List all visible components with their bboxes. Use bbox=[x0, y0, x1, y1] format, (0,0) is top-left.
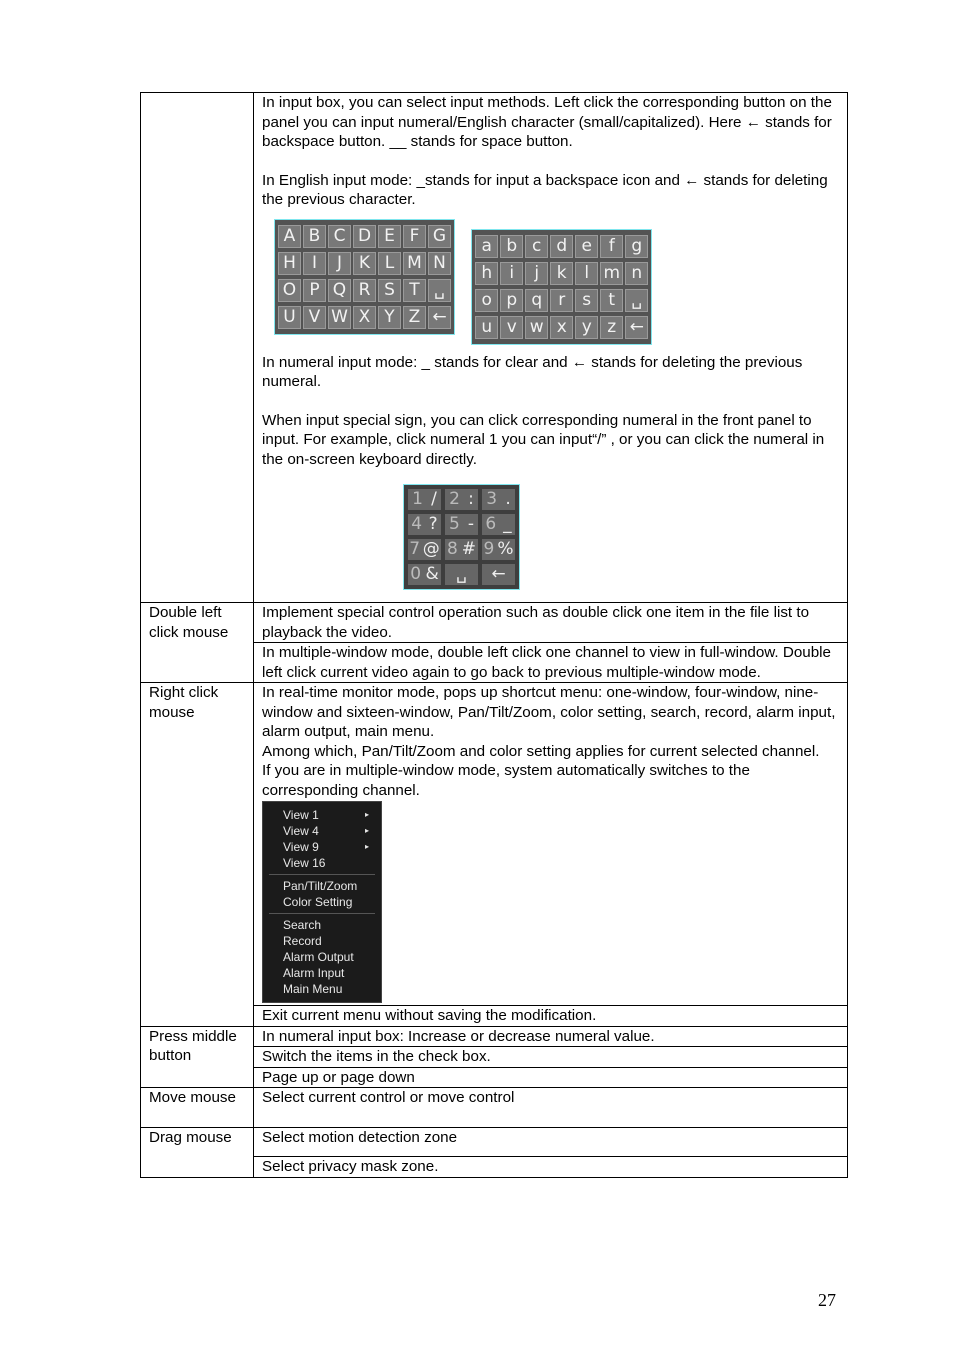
input-method-cell bbox=[254, 93, 848, 603]
menu-item-view-16[interactable]: View 16 bbox=[283, 856, 326, 870]
keyboard-key[interactable]: C bbox=[328, 225, 351, 248]
numpad-key[interactable]: 1 / bbox=[408, 489, 441, 510]
keyboard-key[interactable]: q bbox=[525, 289, 548, 312]
menu-item-ptz[interactable]: Pan/Tilt/Zoom bbox=[283, 879, 358, 893]
menu-item-alarm-output[interactable]: Alarm Output bbox=[283, 950, 354, 964]
numpad-key[interactable]: 0 & bbox=[408, 564, 441, 585]
keyboard-key[interactable]: u bbox=[475, 316, 498, 339]
keyboard-key[interactable]: x bbox=[550, 316, 573, 339]
drag-mouse-desc-2: Select privacy mask zone. bbox=[254, 1157, 848, 1178]
keyboard-key[interactable]: K bbox=[353, 252, 376, 275]
keyboard-key[interactable]: H bbox=[278, 252, 301, 275]
keyboard-key[interactable]: S bbox=[378, 279, 401, 302]
right-click-desc-3: If you are in multiple-window mode, system automatically switches to the corresponding channel. bbox=[262, 762, 750, 799]
keyboard-key[interactable]: ← bbox=[428, 306, 451, 329]
keyboard-key[interactable]: V bbox=[303, 306, 326, 329]
submenu-arrow-icon: ▸ bbox=[364, 826, 369, 835]
drag-mouse-desc-1: Select motion detection zone bbox=[254, 1128, 848, 1157]
middle-button-label: Press middle button bbox=[141, 1026, 254, 1088]
move-mouse-label: Move mouse bbox=[141, 1088, 254, 1128]
menu-item-view-1[interactable]: View 1 ▸ bbox=[283, 808, 369, 822]
numpad-key[interactable]: 7 @ bbox=[409, 539, 440, 559]
uppercase-keyboard bbox=[274, 219, 455, 335]
keyboard-key[interactable]: j bbox=[525, 262, 548, 285]
drag-mouse-label: Drag mouse bbox=[141, 1128, 254, 1178]
menu-item-alarm-input[interactable]: Alarm Input bbox=[283, 966, 345, 980]
numpad-row bbox=[406, 512, 517, 537]
keyboard-row bbox=[474, 287, 649, 314]
keyboard-key[interactable]: b bbox=[500, 235, 523, 258]
keyboard-key[interactable]: r bbox=[550, 289, 573, 312]
menu-item-view-9[interactable]: View 9 ▸ bbox=[283, 840, 369, 854]
middle-button-desc-1: In numeral input box: Increase or decrease numeral value. bbox=[254, 1026, 848, 1047]
keyboard-key[interactable]: m bbox=[600, 262, 623, 285]
keyboard-key[interactable]: I bbox=[303, 252, 326, 275]
keyboard-key[interactable]: Y bbox=[378, 306, 401, 329]
keyboard-key[interactable]: J bbox=[328, 252, 351, 275]
keyboard-key[interactable]: o bbox=[475, 289, 498, 312]
shortcut-menu bbox=[262, 801, 382, 1003]
double-click-desc-2: In multiple-window mode, double left click one channel to view in full-window. Double left click current video again to go back to previous multiple-window mode. bbox=[254, 643, 848, 683]
move-mouse-desc-1: Select current control or move control bbox=[254, 1088, 848, 1128]
intro-paragraph-3: In numeral input mode: _ stands for clear and ← stands for deleting the previous numeral. bbox=[262, 353, 803, 390]
right-click-desc-4: Exit current menu without saving the modification. bbox=[254, 1006, 848, 1027]
page-number: 27 bbox=[818, 1290, 836, 1310]
middle-button-desc-2: Switch the items in the check box. bbox=[254, 1047, 848, 1068]
numpad-row bbox=[406, 537, 517, 562]
keyboard-key[interactable]: d bbox=[550, 235, 573, 258]
keyboard-key[interactable]: a bbox=[475, 235, 498, 258]
keyboard-key[interactable]: v bbox=[500, 316, 523, 339]
keyboard-key[interactable]: c bbox=[525, 235, 548, 258]
keyboard-key[interactable]: A bbox=[278, 225, 301, 248]
keyboard-key[interactable]: ␣ bbox=[625, 289, 648, 312]
keyboard-row bbox=[277, 223, 452, 250]
double-click-desc-1: Implement special control operation such as double click one item in the file list to playback the video. bbox=[254, 603, 848, 643]
keyboard-key[interactable]: P bbox=[303, 279, 326, 302]
numpad-key[interactable]: 8 # bbox=[446, 539, 476, 559]
keyboard-key[interactable]: M bbox=[403, 252, 426, 275]
keyboard-key[interactable]: e bbox=[575, 235, 598, 258]
numpad-key[interactable]: 5 - bbox=[445, 514, 478, 535]
keyboard-key[interactable]: W bbox=[328, 306, 351, 329]
keyboard-key[interactable]: t bbox=[600, 289, 623, 312]
menu-item-color-setting[interactable]: Color Setting bbox=[283, 895, 353, 909]
menu-item-main-menu[interactable]: Main Menu bbox=[283, 982, 343, 996]
keyboard-key[interactable]: X bbox=[353, 306, 376, 329]
keyboard-key[interactable]: h bbox=[475, 262, 498, 285]
submenu-arrow-icon: ▸ bbox=[364, 842, 369, 851]
right-click-desc-2: Among which, Pan/Tilt/Zoom and color setting applies for current selected channel. bbox=[262, 742, 820, 760]
menu-item-view-4[interactable]: View 4 ▸ bbox=[283, 824, 369, 838]
keyboard-key[interactable]: D bbox=[353, 225, 376, 248]
keyboard-key[interactable]: U bbox=[278, 306, 301, 329]
numpad-key[interactable]: 2 : bbox=[445, 489, 478, 510]
intro-paragraph-4: When input special sign, you can click corresponding numeral in the front panel to input. For example, click numeral 1 you can input“/” , or you can click the numeral in the on-screen keyboard directly. bbox=[262, 411, 825, 468]
empty-label-cell bbox=[141, 93, 254, 603]
keyboard-key[interactable]: i bbox=[500, 262, 523, 285]
keyboard-key[interactable]: O bbox=[278, 279, 301, 302]
submenu-arrow-icon: ▸ bbox=[364, 810, 369, 819]
intro-paragraph-2: In English input mode: _stands for input a backspace icon and ← stands for deleting the previous character. bbox=[262, 171, 828, 208]
keyboard-key[interactable]: z bbox=[600, 316, 623, 339]
keyboard-key[interactable]: w bbox=[525, 316, 548, 339]
menu-divider bbox=[269, 913, 375, 914]
keyboard-key[interactable]: G bbox=[428, 225, 451, 248]
keyboard-key[interactable]: k bbox=[550, 262, 573, 285]
keyboard-key[interactable]: T bbox=[403, 279, 426, 302]
middle-button-desc-3: Page up or page down bbox=[254, 1067, 848, 1088]
keyboard-key[interactable]: ← bbox=[625, 316, 648, 339]
keyboard-key[interactable]: R bbox=[353, 279, 376, 302]
lowercase-keyboard bbox=[471, 229, 652, 345]
keyboard-key[interactable]: s bbox=[575, 289, 598, 312]
keyboard-key[interactable]: y bbox=[575, 316, 598, 339]
numpad-row bbox=[406, 487, 517, 512]
right-click-label: Right click mouse bbox=[141, 683, 254, 1027]
keyboard-key[interactable]: Z bbox=[403, 306, 426, 329]
keyboard-key[interactable]: n bbox=[625, 262, 648, 285]
menu-item-record[interactable]: Record bbox=[283, 934, 322, 948]
keyboard-key[interactable]: f bbox=[600, 235, 623, 258]
numeral-keyboard bbox=[403, 484, 520, 590]
right-click-desc-1: In real-time monitor mode, pops up shortcut menu: one-window, four-window, nine-window and sixteen-window, Pan/Tilt/Zoom, color setting, search, record, alarm input, alarm output, main menu. bbox=[262, 684, 836, 740]
keyboard-key[interactable]: l bbox=[575, 262, 598, 285]
numpad-key[interactable]: 9 % bbox=[483, 539, 514, 559]
keyboard-key[interactable]: g bbox=[625, 235, 648, 258]
numpad-key[interactable]: 4 ? bbox=[408, 514, 441, 535]
numpad-row bbox=[406, 562, 517, 587]
keyboard-row bbox=[277, 277, 452, 304]
intro-paragraph-1: In input box, you can select input methods. Left click the corresponding button on the panel you can input numeral/English character (small/capitalized). Here ← stands for backspace button. __ stands for space button. bbox=[262, 94, 832, 150]
keyboard-key[interactable]: F bbox=[403, 225, 426, 248]
keyboard-key[interactable]: L bbox=[378, 252, 401, 275]
numpad-key[interactable]: ␣ bbox=[445, 564, 478, 585]
keyboard-key[interactable]: Q bbox=[328, 279, 351, 302]
menu-divider bbox=[269, 874, 375, 875]
keyboard-key[interactable]: N bbox=[428, 252, 451, 275]
numpad-key[interactable]: ← bbox=[482, 564, 515, 585]
keyboard-key[interactable]: B bbox=[303, 225, 326, 248]
keyboard-row bbox=[474, 260, 649, 287]
double-click-label: Double left click mouse bbox=[141, 603, 254, 683]
right-click-cell bbox=[254, 683, 848, 1006]
keyboard-key[interactable]: E bbox=[378, 225, 401, 248]
menu-item-search[interactable]: Search bbox=[283, 918, 322, 932]
keyboard-row bbox=[277, 250, 452, 277]
mouse-operation-table bbox=[140, 92, 848, 1178]
numpad-key[interactable]: 6 _ bbox=[482, 514, 515, 535]
keyboard-row bbox=[277, 304, 452, 331]
numpad-key[interactable]: 3 . bbox=[482, 489, 515, 510]
keyboard-key[interactable]: ␣ bbox=[428, 279, 451, 302]
keyboard-key[interactable]: p bbox=[500, 289, 523, 312]
keyboard-row bbox=[474, 314, 649, 341]
keyboard-row bbox=[474, 233, 649, 260]
